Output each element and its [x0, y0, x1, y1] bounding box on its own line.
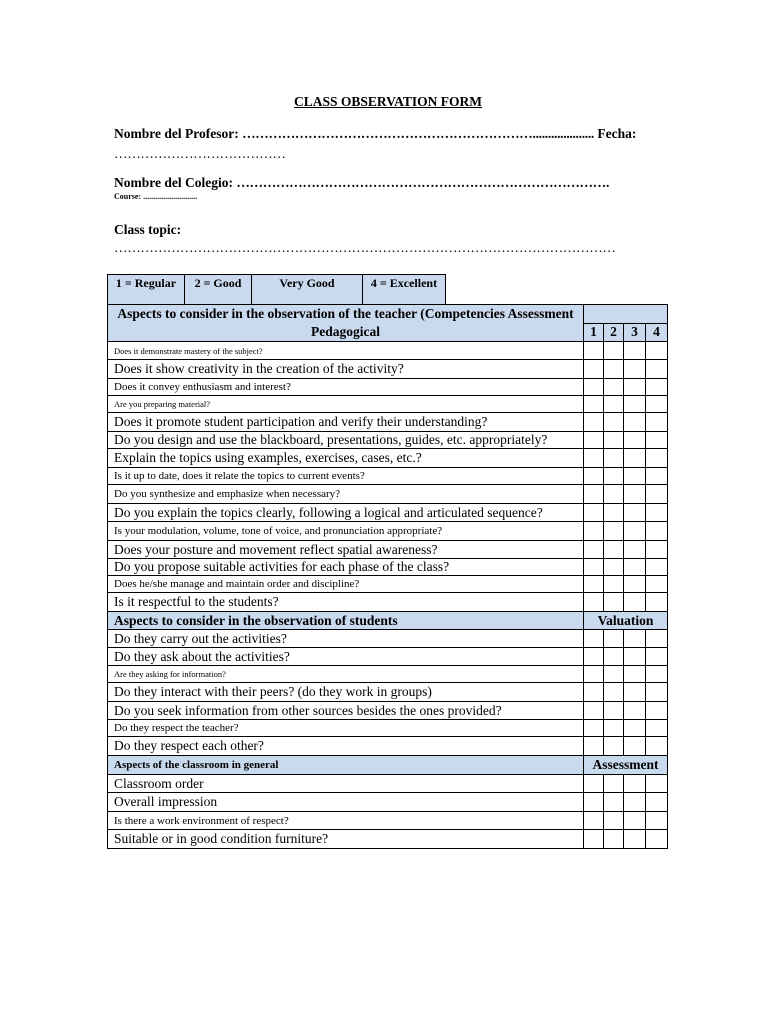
scale-item: 2 = Good [185, 275, 252, 306]
topic-dots: …………………………………………………………………………………………………… [114, 240, 616, 255]
rating-cell[interactable] [584, 720, 604, 737]
rating-cell[interactable] [646, 576, 668, 593]
students-item: Are they asking for information? [108, 666, 584, 683]
fecha-label: Fecha: [597, 126, 637, 141]
teacher-item: Does it demonstrate mastery of the subject? [108, 342, 584, 360]
rating-cell[interactable] [646, 360, 668, 379]
rating-cell[interactable] [646, 379, 668, 396]
teacher-item: Is it respectful to the students? [108, 593, 584, 612]
students-item: Do they interact with their peers? (do they work in groups) [108, 683, 584, 702]
students-item-row [108, 720, 668, 737]
teacher-section-header: Aspects to consider in the observation of the teacher (Competencies Assessment Pedagogical [108, 305, 584, 342]
scale-item: 4 = Excellent [363, 275, 446, 306]
students-item-row [108, 702, 668, 720]
rating-cell[interactable] [604, 449, 624, 468]
rating-cell[interactable] [646, 396, 668, 413]
rating-cell[interactable] [646, 666, 668, 683]
header-blank [584, 305, 668, 324]
classroom-item: Suitable or in good condition furniture? [108, 830, 584, 849]
classroom-section-header: Aspects of the classroom in general [108, 756, 584, 775]
teacher-item-row [108, 379, 668, 396]
rating-cell[interactable] [604, 432, 624, 449]
rating-cell[interactable] [584, 630, 604, 648]
rating-cell[interactable] [624, 396, 646, 413]
rating-cell[interactable] [624, 737, 646, 756]
rating-cell[interactable] [646, 432, 668, 449]
students-item-row [108, 630, 668, 648]
students-item-row [108, 683, 668, 702]
rating-cell[interactable] [584, 413, 604, 432]
rating-cell[interactable] [646, 593, 668, 612]
students-item-row [108, 648, 668, 666]
colegio-line [114, 175, 609, 191]
rating-cell[interactable] [646, 775, 668, 793]
rating-cell[interactable] [624, 702, 646, 720]
rating-cell[interactable] [604, 683, 624, 702]
students-item: Do they carry out the activities? [108, 630, 584, 648]
rating-cell[interactable] [624, 342, 646, 360]
rating-cell[interactable] [646, 720, 668, 737]
rating-cell[interactable] [584, 522, 604, 541]
classroom-item-row [108, 812, 668, 830]
rating-cell[interactable] [604, 468, 624, 485]
rating-cell[interactable] [646, 630, 668, 648]
rating-cell[interactable] [584, 342, 604, 360]
observation-table [107, 304, 668, 849]
topic-label: Class topic: [114, 222, 182, 237]
teacher-item: Do you synthesize and emphasize when necessary? [108, 485, 584, 504]
rating-cell[interactable] [646, 449, 668, 468]
teacher-item-row [108, 342, 668, 360]
teacher-item: Do you explain the topics clearly, following a logical and articulated sequence? [108, 504, 584, 522]
rating-cell[interactable] [646, 648, 668, 666]
teacher-item: Do you design and use the blackboard, presentations, guides, etc. appropriately? [108, 432, 584, 449]
rating-cell[interactable] [604, 812, 624, 830]
students-item: Do they ask about the activities? [108, 648, 584, 666]
rating-cell[interactable] [624, 720, 646, 737]
rating-cell[interactable] [584, 793, 604, 812]
rating-cell[interactable] [604, 576, 624, 593]
teacher-item-row [108, 522, 668, 541]
classroom-item-row [108, 775, 668, 793]
rating-cell[interactable] [624, 379, 646, 396]
rating-cell[interactable] [624, 541, 646, 559]
classroom-item: Classroom order [108, 775, 584, 793]
teacher-item-row [108, 413, 668, 432]
rating-cell[interactable] [604, 830, 624, 849]
teacher-item-row [108, 360, 668, 379]
scale-item: 1 = Regular [108, 275, 185, 306]
rating-cell[interactable] [584, 468, 604, 485]
classroom-item: Overall impression [108, 793, 584, 812]
teacher-item: Does it convey enthusiasm and interest? [108, 379, 584, 396]
teacher-item-row [108, 559, 668, 576]
rating-cell[interactable] [584, 432, 604, 449]
rating-cell[interactable] [646, 541, 668, 559]
teacher-item-row [108, 432, 668, 449]
rating-cell[interactable] [624, 793, 646, 812]
rating-column-2: 2 [604, 323, 624, 342]
valuation-header: Valuation [584, 612, 668, 630]
course-label: Course: [114, 192, 142, 201]
classroom-item-row [108, 793, 668, 812]
rating-cell[interactable] [584, 559, 604, 576]
rating-cell[interactable] [604, 485, 624, 504]
teacher-item-row [108, 541, 668, 559]
rating-cell[interactable] [584, 830, 604, 849]
rating-cell[interactable] [624, 775, 646, 793]
rating-cell[interactable] [624, 559, 646, 576]
form-title: CLASS OBSERVATION FORM [293, 94, 483, 109]
teacher-item: Does your posture and movement reflect spatial awareness? [108, 541, 584, 559]
colegio-label: Nombre del Colegio: [114, 175, 233, 190]
rating-cell[interactable] [624, 468, 646, 485]
rating-cell[interactable] [646, 485, 668, 504]
rating-cell[interactable] [646, 342, 668, 360]
classroom-item-row [108, 830, 668, 849]
rating-column-3: 3 [624, 323, 646, 342]
rating-cell[interactable] [584, 666, 604, 683]
rating-cell[interactable] [604, 630, 624, 648]
rating-cell[interactable] [604, 793, 624, 812]
rating-cell[interactable] [584, 396, 604, 413]
rating-cell[interactable] [604, 504, 624, 522]
rating-cell[interactable] [624, 683, 646, 702]
course-dots: ........................... [143, 192, 198, 201]
students-item: Do you seek information from other sources besides the ones provided? [108, 702, 584, 720]
course-line [114, 192, 197, 201]
rating-cell[interactable] [646, 468, 668, 485]
rating-cell[interactable] [624, 648, 646, 666]
rating-cell[interactable] [604, 342, 624, 360]
rating-cell[interactable] [646, 812, 668, 830]
teacher-item: Does he/she manage and maintain order and discipline? [108, 576, 584, 593]
students-item: Do they respect each other? [108, 737, 584, 756]
rating-cell[interactable] [604, 737, 624, 756]
rating-cell[interactable] [646, 793, 668, 812]
students-item-row [108, 666, 668, 683]
students-section-header: Aspects to consider in the observation of students [108, 612, 584, 630]
assessment-header: Assessment [584, 756, 668, 775]
rating-cell[interactable] [646, 830, 668, 849]
rating-cell[interactable] [584, 683, 604, 702]
profesor-dots: ………………………………………………………….................... [242, 126, 594, 141]
rating-cell[interactable] [584, 360, 604, 379]
rating-cell[interactable] [584, 485, 604, 504]
rating-cell[interactable] [584, 702, 604, 720]
rating-cell[interactable] [624, 522, 646, 541]
rating-cell[interactable] [584, 648, 604, 666]
teacher-item: Is your modulation, volume, tone of voice, and pronunciation appropriate? [108, 522, 584, 541]
rating-cell[interactable] [584, 541, 604, 559]
rating-cell[interactable] [624, 413, 646, 432]
rating-cell[interactable] [624, 432, 646, 449]
rating-column-4: 4 [646, 323, 668, 342]
students-item: Do they respect the teacher? [108, 720, 584, 737]
students-header-row [108, 612, 668, 630]
rating-cell[interactable] [584, 812, 604, 830]
teacher-item: Does it show creativity in the creation of the activity? [108, 360, 584, 379]
rating-cell[interactable] [604, 593, 624, 612]
rating-cell[interactable] [604, 379, 624, 396]
rating-cell[interactable] [584, 576, 604, 593]
rating-cell[interactable] [646, 504, 668, 522]
rating-cell[interactable] [624, 630, 646, 648]
rating-cell[interactable] [604, 522, 624, 541]
rating-cell[interactable] [604, 702, 624, 720]
rating-cell[interactable] [604, 720, 624, 737]
teacher-item-row [108, 485, 668, 504]
rating-cell[interactable] [646, 522, 668, 541]
rating-cell[interactable] [624, 812, 646, 830]
rating-cell[interactable] [624, 485, 646, 504]
rating-cell[interactable] [624, 576, 646, 593]
rating-cell[interactable] [584, 379, 604, 396]
teacher-header-row [108, 305, 668, 324]
rating-cell[interactable] [624, 449, 646, 468]
rating-cell[interactable] [604, 648, 624, 666]
classroom-item: Is there a work environment of respect? [108, 812, 584, 830]
teacher-item-row [108, 504, 668, 522]
scale-item: Very Good [252, 275, 363, 306]
fecha-dots: ………………………………… [114, 146, 286, 161]
colegio-dots: …………………………………………………………………………. [236, 175, 610, 190]
teacher-item: Are you preparing material? [108, 396, 584, 413]
rating-column-1: 1 [584, 323, 604, 342]
teacher-item-row [108, 576, 668, 593]
rating-cell[interactable] [604, 666, 624, 683]
rating-scale-legend [107, 274, 446, 306]
profesor-label: Nombre del Profesor: [114, 126, 239, 141]
rating-cell[interactable] [646, 737, 668, 756]
teacher-item-row [108, 593, 668, 612]
teacher-item: Does it promote student participation and verify their understanding? [108, 413, 584, 432]
rating-cell[interactable] [584, 504, 604, 522]
teacher-item: Is it up to date, does it relate the topics to current events? [108, 468, 584, 485]
rating-cell[interactable] [624, 593, 646, 612]
profesor-line [114, 126, 636, 142]
teacher-item: Do you propose suitable activities for each phase of the class? [108, 559, 584, 576]
rating-cell[interactable] [646, 559, 668, 576]
rating-cell[interactable] [624, 830, 646, 849]
rating-cell[interactable] [646, 702, 668, 720]
rating-cell[interactable] [604, 360, 624, 379]
rating-cell[interactable] [604, 775, 624, 793]
rating-cell[interactable] [584, 775, 604, 793]
teacher-item-row [108, 468, 668, 485]
teacher-item: Explain the topics using examples, exercises, cases, etc.? [108, 449, 584, 468]
rating-cell[interactable] [624, 504, 646, 522]
teacher-item-row [108, 449, 668, 468]
rating-cell[interactable] [604, 559, 624, 576]
rating-cell[interactable] [604, 413, 624, 432]
rating-cell[interactable] [584, 737, 604, 756]
classroom-header-row [108, 756, 668, 775]
teacher-item-row [108, 396, 668, 413]
rating-cell[interactable] [604, 396, 624, 413]
students-item-row [108, 737, 668, 756]
rating-cell[interactable] [624, 666, 646, 683]
rating-cell[interactable] [604, 541, 624, 559]
rating-cell[interactable] [584, 449, 604, 468]
rating-cell[interactable] [646, 413, 668, 432]
rating-cell[interactable] [624, 360, 646, 379]
rating-cell[interactable] [584, 593, 604, 612]
rating-cell[interactable] [646, 683, 668, 702]
